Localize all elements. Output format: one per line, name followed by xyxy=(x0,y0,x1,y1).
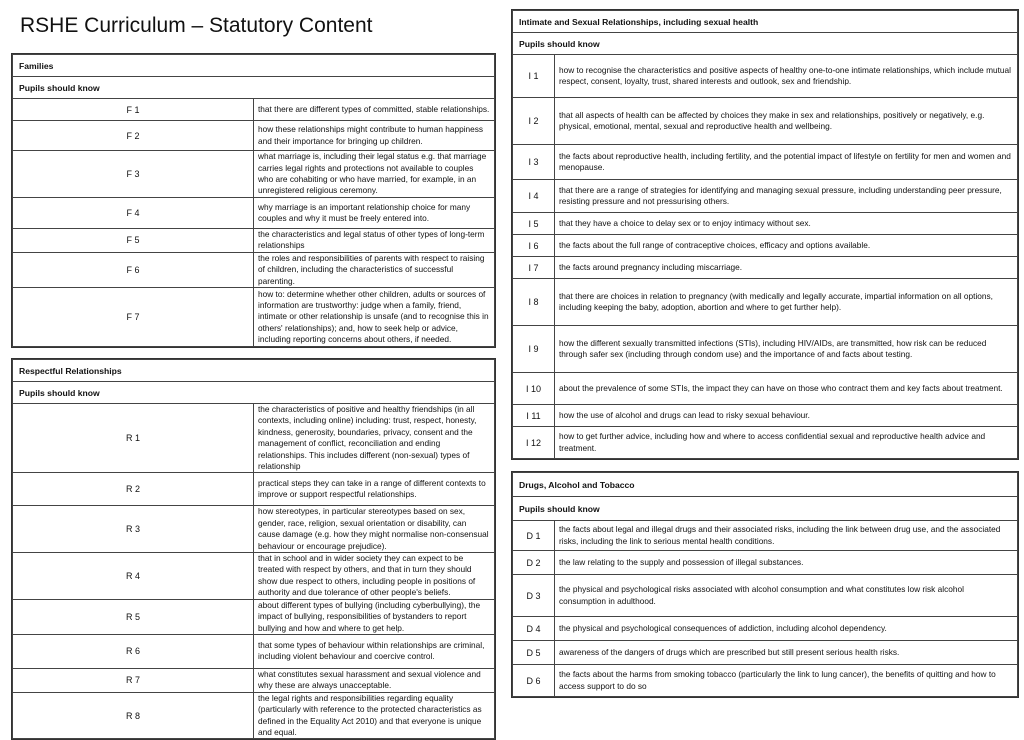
row-code: F 4 xyxy=(13,198,254,229)
table-row xyxy=(513,326,1018,373)
row-text: how stereotypes, in particular stereotypes based on sex, gender, race, religion, sexual orientation or disability, can cause damage (e.g. how they might normalise non-consensual behaviour or encourage prejudice). xyxy=(254,506,495,553)
respectful-relationships-panel xyxy=(11,358,496,740)
row-code: R 1 xyxy=(13,404,254,473)
table-row xyxy=(513,55,1018,98)
table-row xyxy=(513,373,1018,405)
row-text: awareness of the dangers of drugs which are prescribed but still present serious health risks. xyxy=(555,641,1018,665)
row-code: R 5 xyxy=(13,599,254,634)
table-row xyxy=(513,180,1018,213)
row-code: I 9 xyxy=(513,326,555,373)
row-text: about different types of bullying (including cyberbullying), the impact of bullying, responsibilities of bystanders to report bullying and how and where to get help. xyxy=(254,599,495,634)
intimate-relationships-table xyxy=(512,10,1018,459)
section-subheading: Pupils should know xyxy=(13,382,495,404)
families-panel xyxy=(11,53,496,348)
table-row xyxy=(13,252,495,287)
row-code: D 6 xyxy=(513,665,555,697)
row-text: the law relating to the supply and possession of illegal substances. xyxy=(555,551,1018,575)
table-row xyxy=(513,665,1018,697)
table-row xyxy=(13,692,495,739)
row-text: how these relationships might contribute to human happiness and their importance for bringing up children. xyxy=(254,121,495,151)
row-code: R 2 xyxy=(13,473,254,506)
table-row xyxy=(13,151,495,198)
row-code: R 8 xyxy=(13,692,254,739)
section-heading: Respectful Relationships xyxy=(13,360,495,382)
intimate-relationships-panel xyxy=(511,9,1019,460)
table-row xyxy=(513,617,1018,641)
row-text: that some types of behaviour within relationships are criminal, including violent behaviour and coercive control. xyxy=(254,634,495,668)
row-text: the physical and psychological consequences of addiction, including alcohol dependency. xyxy=(555,617,1018,641)
table-row xyxy=(13,99,495,121)
table-row xyxy=(513,279,1018,326)
row-text: the facts around pregnancy including miscarriage. xyxy=(555,257,1018,279)
row-text: how the different sexually transmitted infections (STIs), including HIV/AIDs, are transmitted, how risk can be reduced through safer sex (including through condom use) and the importance of and facts about testing. xyxy=(555,326,1018,373)
row-text: what marriage is, including their legal status e.g. that marriage carries legal rights and protections not available to couples who are cohabiting or who have married, for example, in an unregistered religious ceremony. xyxy=(254,151,495,198)
row-text: about the prevalence of some STIs, the impact they can have on those who contract them and key facts about treatment. xyxy=(555,373,1018,405)
row-text: practical steps they can take in a range of different contexts to improve or support respectful relationships. xyxy=(254,473,495,506)
row-code: F 1 xyxy=(13,99,254,121)
respectful-relationships-table xyxy=(12,359,495,739)
table-row xyxy=(13,404,495,473)
table-row xyxy=(513,427,1018,459)
table-row xyxy=(13,668,495,692)
table-row xyxy=(513,98,1018,145)
row-code: F 7 xyxy=(13,288,254,347)
section-heading: Intimate and Sexual Relationships, including sexual health xyxy=(513,11,1018,33)
row-code: I 8 xyxy=(513,279,555,326)
row-text: the physical and psychological risks associated with alcohol consumption and what constitutes low risk alcohol consumption in adulthood. xyxy=(555,575,1018,617)
row-text: that they have a choice to delay sex or to enjoy intimacy without sex. xyxy=(555,213,1018,235)
section-subheading: Pupils should know xyxy=(513,497,1018,521)
families-table xyxy=(12,54,495,347)
row-code: D 3 xyxy=(513,575,555,617)
row-text: the roles and responsibilities of parents with respect to raising of children, including the characteristics of successful parenting. xyxy=(254,252,495,287)
row-code: I 2 xyxy=(513,98,555,145)
table-row xyxy=(13,229,495,253)
row-text: how to get further advice, including how and where to access confidential sexual and reproductive health advice and treatment. xyxy=(555,427,1018,459)
table-row xyxy=(513,641,1018,665)
table-row xyxy=(13,473,495,506)
table-row xyxy=(13,288,495,347)
row-code: I 5 xyxy=(513,213,555,235)
row-text: the characteristics of positive and healthy friendships (in all contexts, including online) including: trust, respect, honesty, kindness, generosity, boundaries, privacy, consent and the management of conflict, reconciliation and ending relationships. This includes different (non-sexual) types of relationship xyxy=(254,404,495,473)
table-row xyxy=(13,634,495,668)
table-row xyxy=(513,213,1018,235)
table-row xyxy=(513,551,1018,575)
row-code: F 2 xyxy=(13,121,254,151)
row-text: the facts about the full range of contraceptive choices, efficacy and options available. xyxy=(555,235,1018,257)
row-code: R 4 xyxy=(13,553,254,600)
table-row xyxy=(513,235,1018,257)
row-code: R 6 xyxy=(13,634,254,668)
row-text: what constitutes sexual harassment and sexual violence and why these are always unacceptable. xyxy=(254,668,495,692)
table-row xyxy=(13,121,495,151)
row-code: I 6 xyxy=(513,235,555,257)
row-code: F 3 xyxy=(13,151,254,198)
row-text: how the use of alcohol and drugs can lead to risky sexual behaviour. xyxy=(555,405,1018,427)
section-subheading: Pupils should know xyxy=(13,77,495,99)
row-text: the characteristics and legal status of other types of long-term relationships xyxy=(254,229,495,253)
row-text: that there are different types of committed, stable relationships. xyxy=(254,99,495,121)
row-code: I 3 xyxy=(513,145,555,180)
row-text: the facts about the harms from smoking tobacco (particularly the link to lung cancer), the benefits of quitting and how to access support to do so xyxy=(555,665,1018,697)
table-row xyxy=(13,553,495,600)
table-row xyxy=(513,575,1018,617)
row-text: how to recognise the characteristics and positive aspects of healthy one-to-one intimate relationships, which include mutual respect, consent, loyalty, trust, shared interests and outlook, sex and friendship. xyxy=(555,55,1018,98)
table-row xyxy=(13,506,495,553)
row-code: I 10 xyxy=(513,373,555,405)
row-code: R 3 xyxy=(13,506,254,553)
table-row xyxy=(513,145,1018,180)
row-code: F 6 xyxy=(13,252,254,287)
row-code: D 4 xyxy=(513,617,555,641)
row-code: D 1 xyxy=(513,521,555,551)
row-text: that there are choices in relation to pregnancy (with medically and legally accurate, impartial information on all options, including keeping the baby, adoption, abortion and where to get further help). xyxy=(555,279,1018,326)
row-text: that there are a range of strategies for identifying and managing sexual pressure, including understanding peer pressure, resisting pressure and not pressurising others. xyxy=(555,180,1018,213)
table-row xyxy=(13,599,495,634)
row-code: I 7 xyxy=(513,257,555,279)
row-code: D 5 xyxy=(513,641,555,665)
table-row xyxy=(513,257,1018,279)
row-text: the facts about reproductive health, including fertility, and the potential impact of lifestyle on fertility for men and women and menopause. xyxy=(555,145,1018,180)
table-row xyxy=(513,405,1018,427)
row-text: that all aspects of health can be affected by choices they make in sex and relationships, positively or negatively, e.g. physical, emotional, mental, sexual and reproductive health and wellbeing. xyxy=(555,98,1018,145)
section-heading: Families xyxy=(13,55,495,77)
row-text: that in school and in wider society they can expect to be treated with respect by others, and that in turn they should show due respect to others, including people in positions of authority and due tolerance of other people's beliefs. xyxy=(254,553,495,600)
table-row xyxy=(513,521,1018,551)
table-row xyxy=(13,198,495,229)
row-code: I 1 xyxy=(513,55,555,98)
row-text: why marriage is an important relationship choice for many couples and why it must be freely entered into. xyxy=(254,198,495,229)
page-title: RSHE Curriculum – Statutory Content xyxy=(20,14,373,37)
row-code: I 4 xyxy=(513,180,555,213)
drugs-alcohol-tobacco-panel xyxy=(511,471,1019,698)
section-heading: Drugs, Alcohol and Tobacco xyxy=(513,473,1018,497)
row-code: I 12 xyxy=(513,427,555,459)
row-code: D 2 xyxy=(513,551,555,575)
row-text: the facts about legal and illegal drugs and their associated risks, including the link between drug use, and the associated risks, including the link to serious mental health conditions. xyxy=(555,521,1018,551)
row-code: F 5 xyxy=(13,229,254,253)
drugs-alcohol-tobacco-table xyxy=(512,472,1018,697)
row-text: the legal rights and responsibilities regarding equality (particularly with reference to the protected characteristics as defined in the Equality Act 2010) and that everyone is unique and equal. xyxy=(254,692,495,739)
row-text: how to: determine whether other children, adults or sources of information are trustworthy: judge when a family, friend, intimate or other relationship is unsafe (and to recognise this in others' relationships); and, how to seek help or advice, including reporting concerns about others, if needed. xyxy=(254,288,495,347)
row-code: I 11 xyxy=(513,405,555,427)
row-code: R 7 xyxy=(13,668,254,692)
section-subheading: Pupils should know xyxy=(513,33,1018,55)
